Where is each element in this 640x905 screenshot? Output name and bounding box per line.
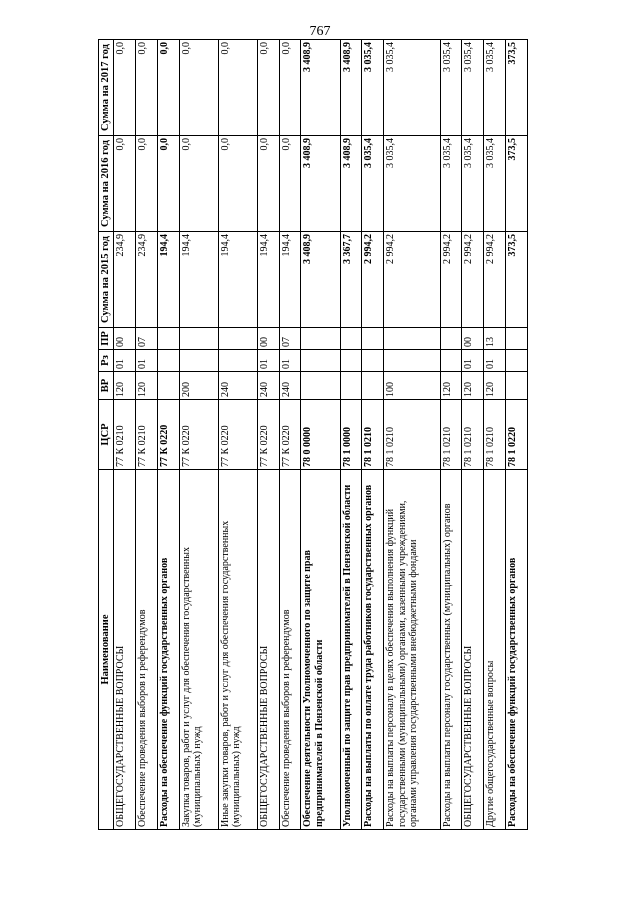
- row-csr: 77 К 0210: [114, 400, 136, 470]
- row-rz: 01: [484, 350, 506, 372]
- row-csr: 78 1 0210: [462, 400, 484, 470]
- row-pr: 07: [135, 328, 157, 350]
- row-sum-2015: 194,4: [179, 232, 218, 328]
- header-name: Наименование: [99, 470, 114, 830]
- row-sum-2015: 2 994,2: [484, 232, 506, 328]
- row-pr: [384, 328, 440, 350]
- table-row: [440, 40, 462, 830]
- row-csr: 78 1 0220: [506, 400, 528, 470]
- row-sum-2016: 0,0: [179, 136, 218, 232]
- row-pr: [179, 328, 218, 350]
- row-csr: 77 К 0220: [179, 400, 218, 470]
- row-sum-2016: 3 035,4: [384, 136, 440, 232]
- row-vr: 120: [114, 372, 136, 400]
- row-csr: 77 К 0220: [218, 400, 257, 470]
- row-pr: 07: [279, 328, 301, 350]
- row-vr: [340, 372, 362, 400]
- row-csr: 78 1 0210: [440, 400, 462, 470]
- row-sum-2015: 2 994,2: [440, 232, 462, 328]
- row-sum-2015: 3 408,9: [301, 232, 340, 328]
- row-name: Другие общегосударственные вопросы: [484, 470, 506, 830]
- row-sum-2016: 0,0: [279, 136, 301, 232]
- row-rz: [157, 350, 179, 372]
- row-name: Расходы на обеспечение функций государственных органов: [157, 470, 179, 830]
- row-sum-2017: 0,0: [114, 40, 136, 136]
- row-pr: [301, 328, 340, 350]
- table-row: [506, 40, 528, 830]
- row-pr: [340, 328, 362, 350]
- row-vr: [362, 372, 384, 400]
- table-body: [114, 40, 528, 830]
- row-sum-2016: 3 035,4: [440, 136, 462, 232]
- row-sum-2017: 3 408,9: [340, 40, 362, 136]
- row-sum-2017: 3 035,4: [484, 40, 506, 136]
- row-sum-2016: 373,5: [506, 136, 528, 232]
- table-row: [484, 40, 506, 830]
- row-sum-2017: 0,0: [157, 40, 179, 136]
- row-sum-2016: 3 035,4: [484, 136, 506, 232]
- table-row: [362, 40, 384, 830]
- row-name: Расходы на выплаты по оплате труда работников государственных органов: [362, 470, 384, 830]
- row-sum-2017: 0,0: [135, 40, 157, 136]
- row-vr: 240: [218, 372, 257, 400]
- row-pr: 13: [484, 328, 506, 350]
- row-rz: 01: [462, 350, 484, 372]
- row-sum-2015: 234,9: [114, 232, 136, 328]
- row-rz: 01: [279, 350, 301, 372]
- rotated-table-container: [98, 40, 528, 830]
- row-csr: 78 1 0210: [362, 400, 384, 470]
- row-name: Обеспечение проведения выборов и референдумов: [279, 470, 301, 830]
- row-name: ОБЩЕГОСУДАРСТВЕННЫЕ ВОПРОСЫ: [257, 470, 279, 830]
- row-sum-2015: 194,4: [257, 232, 279, 328]
- table-row: [279, 40, 301, 830]
- row-pr: 00: [257, 328, 279, 350]
- row-sum-2015: 373,5: [506, 232, 528, 328]
- row-rz: [440, 350, 462, 372]
- row-sum-2015: 194,4: [157, 232, 179, 328]
- row-sum-2017: 3 035,4: [462, 40, 484, 136]
- table-row: [157, 40, 179, 830]
- row-csr: 77 К 0210: [135, 400, 157, 470]
- row-sum-2015: 194,4: [218, 232, 257, 328]
- row-csr: 78 1 0000: [340, 400, 362, 470]
- row-sum-2016: 3 408,9: [301, 136, 340, 232]
- row-csr: 77 К 0220: [279, 400, 301, 470]
- row-name: Обеспечение деятельности Уполномоченного по защите прав предпринимателей в Пензенской области: [301, 470, 340, 830]
- table-row: [179, 40, 218, 830]
- row-sum-2017: 3 035,4: [362, 40, 384, 136]
- row-pr: [218, 328, 257, 350]
- row-sum-2017: 373,5: [506, 40, 528, 136]
- table-row: [462, 40, 484, 830]
- table-row: [218, 40, 257, 830]
- page-number: 767: [309, 24, 331, 39]
- row-pr: [440, 328, 462, 350]
- row-rz: 01: [257, 350, 279, 372]
- row-rz: [506, 350, 528, 372]
- row-sum-2016: 0,0: [114, 136, 136, 232]
- row-name: Уполномоченный по защите прав предпринимателей в Пензенской области: [340, 470, 362, 830]
- header-csr: ЦСР: [99, 400, 114, 470]
- row-rz: [218, 350, 257, 372]
- row-sum-2017: 3 408,9: [301, 40, 340, 136]
- budget-table: [98, 39, 528, 830]
- row-sum-2015: 2 994,2: [462, 232, 484, 328]
- header-sum-2015: Сумма на 2015 год: [99, 232, 114, 328]
- row-rz: [179, 350, 218, 372]
- row-sum-2017: 0,0: [179, 40, 218, 136]
- header-vr: ВР: [99, 372, 114, 400]
- row-sum-2015: 2 994,2: [362, 232, 384, 328]
- row-pr: 00: [462, 328, 484, 350]
- row-vr: [506, 372, 528, 400]
- row-vr: [157, 372, 179, 400]
- row-pr: 00: [114, 328, 136, 350]
- row-sum-2015: 234,9: [135, 232, 157, 328]
- row-sum-2015: 194,4: [279, 232, 301, 328]
- row-csr: 78 0 0000: [301, 400, 340, 470]
- row-sum-2016: 3 408,9: [340, 136, 362, 232]
- row-csr: 78 1 0210: [484, 400, 506, 470]
- header-sum-2017: Сумма на 2017 год: [99, 40, 114, 136]
- row-sum-2016: 0,0: [135, 136, 157, 232]
- row-rz: [301, 350, 340, 372]
- row-name: ОБЩЕГОСУДАРСТВЕННЫЕ ВОПРОСЫ: [462, 470, 484, 830]
- row-vr: 120: [440, 372, 462, 400]
- table-header: [99, 40, 114, 830]
- row-pr: [506, 328, 528, 350]
- header-rz: Рз: [99, 350, 114, 372]
- row-sum-2016: 0,0: [257, 136, 279, 232]
- row-sum-2017: 0,0: [218, 40, 257, 136]
- row-name: Иные закупки товаров, работ и услуг для обеспечения государственных (муниципальных) нужд: [218, 470, 257, 830]
- row-sum-2017: 0,0: [257, 40, 279, 136]
- row-vr: 100: [384, 372, 440, 400]
- row-rz: [384, 350, 440, 372]
- row-vr: 120: [462, 372, 484, 400]
- row-sum-2015: 3 367,7: [340, 232, 362, 328]
- row-sum-2016: 0,0: [157, 136, 179, 232]
- row-sum-2015: 2 994,2: [384, 232, 440, 328]
- table-row: [114, 40, 136, 830]
- row-pr: [157, 328, 179, 350]
- row-name: Закупка товаров, работ и услуг для обеспечения государственных (муниципальных) нужд: [179, 470, 218, 830]
- row-vr: 200: [179, 372, 218, 400]
- table-row: [301, 40, 340, 830]
- row-pr: [362, 328, 384, 350]
- row-rz: [340, 350, 362, 372]
- row-name: Расходы на выплаты персоналу в целях обеспечения выполнения функций государственными (муниципальными) органами, казенными учреждениями, органами управления государственными внебюджетными фондами: [384, 470, 440, 830]
- table-row: [340, 40, 362, 830]
- row-sum-2017: 0,0: [279, 40, 301, 136]
- row-name: Обеспечение проведения выборов и референдумов: [135, 470, 157, 830]
- row-rz: 01: [135, 350, 157, 372]
- row-csr: 77 К 0220: [157, 400, 179, 470]
- row-name: ОБЩЕГОСУДАРСТВЕННЫЕ ВОПРОСЫ: [114, 470, 136, 830]
- row-sum-2016: 0,0: [218, 136, 257, 232]
- row-name: Расходы на обеспечение функций государственных органов: [506, 470, 528, 830]
- table-row: [384, 40, 440, 830]
- header-sum-2016: Сумма на 2016 год: [99, 136, 114, 232]
- row-csr: 77 К 0220: [257, 400, 279, 470]
- row-sum-2016: 3 035,4: [362, 136, 384, 232]
- row-vr: 120: [135, 372, 157, 400]
- row-vr: 120: [484, 372, 506, 400]
- row-rz: [362, 350, 384, 372]
- row-csr: 78 1 0210: [384, 400, 440, 470]
- row-name: Расходы на выплаты персоналу государственных (муниципальных) органов: [440, 470, 462, 830]
- row-sum-2017: 3 035,4: [384, 40, 440, 136]
- row-vr: 240: [257, 372, 279, 400]
- row-sum-2016: 3 035,4: [462, 136, 484, 232]
- row-vr: [301, 372, 340, 400]
- header-pr: ПР: [99, 328, 114, 350]
- row-sum-2017: 3 035,4: [440, 40, 462, 136]
- row-vr: 240: [279, 372, 301, 400]
- row-rz: 01: [114, 350, 136, 372]
- table-row: [135, 40, 157, 830]
- table-row: [257, 40, 279, 830]
